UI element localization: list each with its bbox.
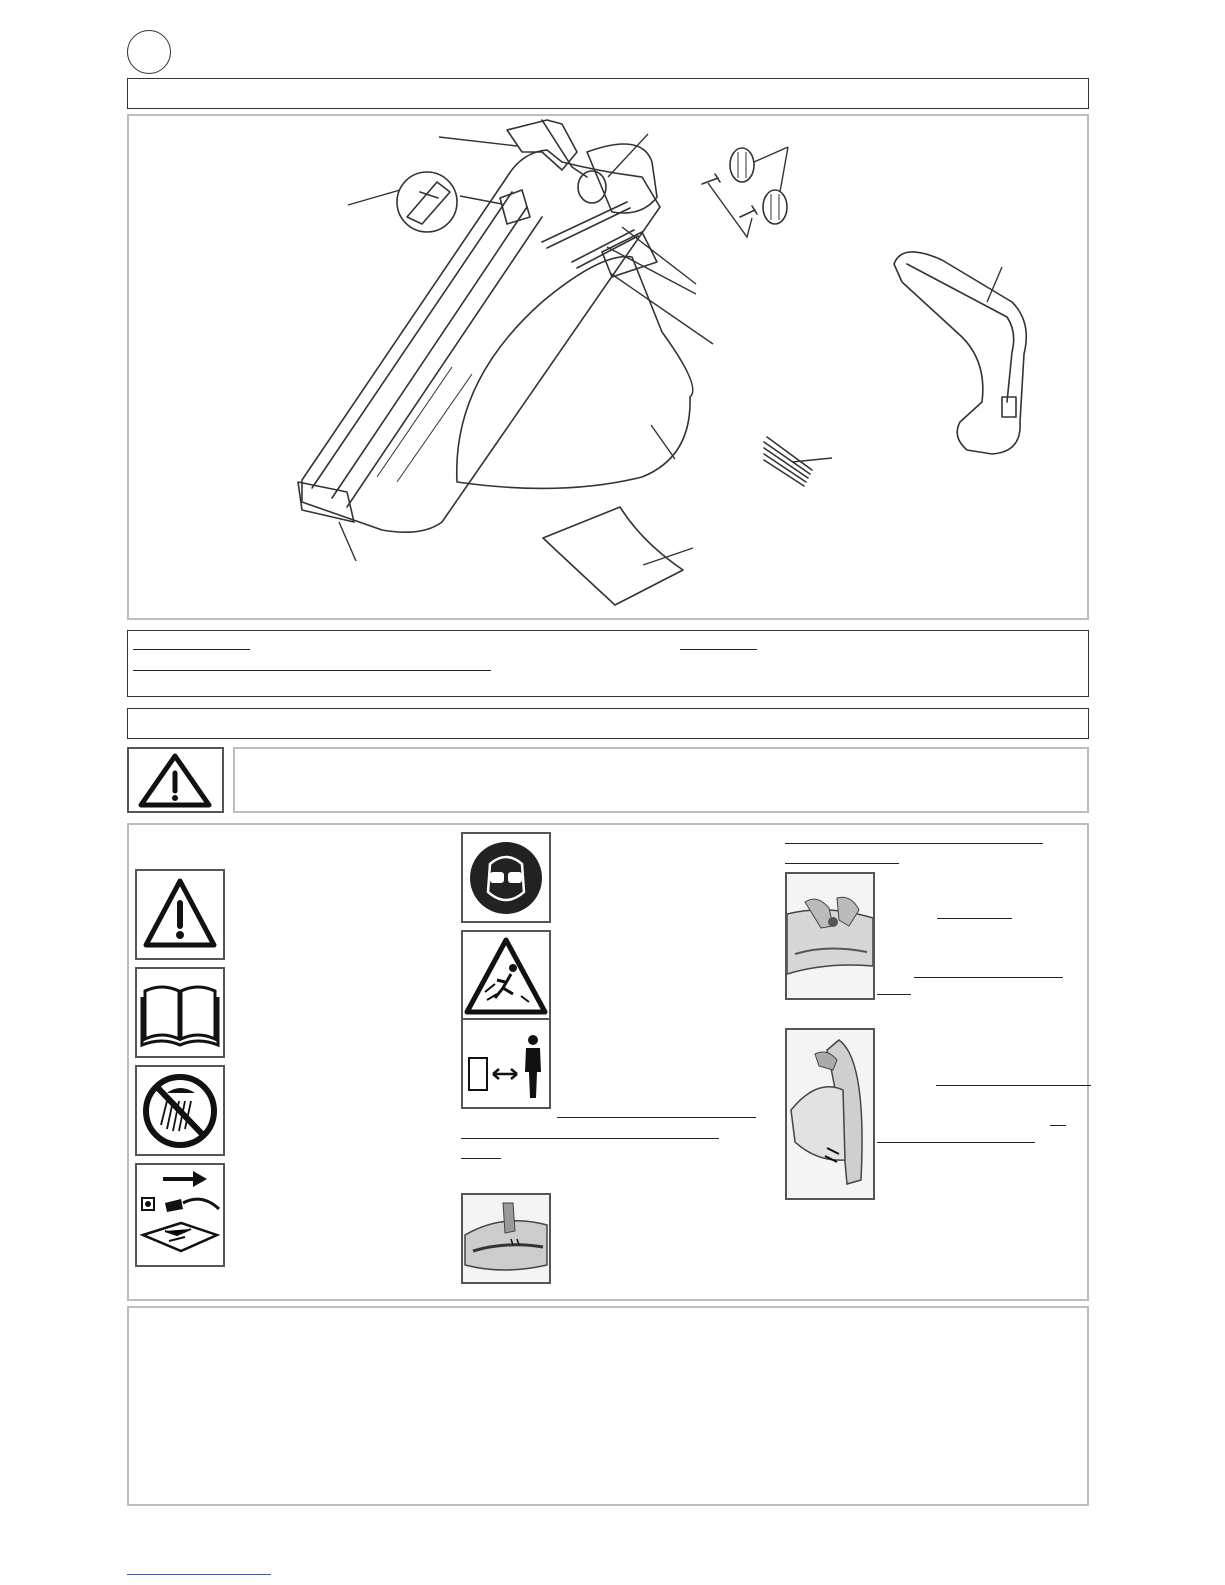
notes-underline-2 <box>680 649 757 650</box>
symbol-read-manual <box>135 967 225 1058</box>
col3-underline-8 <box>877 1142 1035 1143</box>
flying-debris-warning-icon <box>463 932 549 1019</box>
unplug-before-maintenance-icon <box>137 1165 223 1265</box>
blower-vac-body <box>298 120 693 532</box>
eye-protection-icon <box>463 834 549 921</box>
cable-ties <box>764 437 812 486</box>
warning-text-box <box>233 747 1089 813</box>
symbol-eye-protection <box>461 832 551 923</box>
col2-underline-3 <box>461 1158 501 1159</box>
photo-bag-cleaning <box>461 1193 551 1284</box>
symbol-bystanders <box>461 1018 551 1109</box>
header-bar <box>127 78 1089 109</box>
col3-underline-7 <box>1050 1125 1066 1126</box>
bag-photo-illustration <box>463 1195 549 1282</box>
col3-underline-5 <box>877 994 911 995</box>
notes-box <box>127 630 1089 697</box>
assembly-step-2-illustration <box>787 1030 873 1198</box>
col3-underline-2 <box>785 863 899 864</box>
symbol-no-rain <box>135 1065 225 1156</box>
notes-underline-3 <box>133 670 491 671</box>
photo-assembly-step-2 <box>785 1028 875 1200</box>
col3-underline-4 <box>914 977 1063 978</box>
read-manual-icon <box>137 969 223 1056</box>
col3-underline-3 <box>937 918 1012 919</box>
col3-underline-6 <box>936 1085 1091 1086</box>
footer-link-underline[interactable] <box>127 1574 271 1575</box>
safety-symbols-panel <box>127 823 1089 1301</box>
photo-assembly-step-1 <box>785 872 875 1000</box>
instruction-manual-sheet <box>543 507 683 605</box>
shoulder-strap <box>894 252 1026 454</box>
col2-underline-1 <box>557 1117 756 1118</box>
notes-underline-1 <box>133 649 250 650</box>
warning-triangle-icon <box>137 871 223 958</box>
assembly-step-1-illustration <box>787 874 873 998</box>
warning-triangle-icon <box>129 749 222 811</box>
keep-bystanders-away-icon <box>463 1020 549 1107</box>
col2-underline-2 <box>461 1138 719 1139</box>
switch-detail-inset <box>397 172 457 232</box>
components-panel <box>127 114 1089 620</box>
symbol-flying-debris <box>461 930 551 1021</box>
bottom-panel <box>127 1306 1089 1506</box>
knobs-and-screws <box>702 148 787 224</box>
symbol-warning <box>135 869 225 960</box>
warning-symbol-frame <box>127 747 224 813</box>
no-rain-icon <box>137 1067 223 1154</box>
language-badge <box>127 30 171 74</box>
blower-vac-illustration <box>129 116 1087 618</box>
symbol-unplug <box>135 1163 225 1267</box>
col3-underline-1 <box>785 843 1043 844</box>
section-bar <box>127 708 1089 739</box>
